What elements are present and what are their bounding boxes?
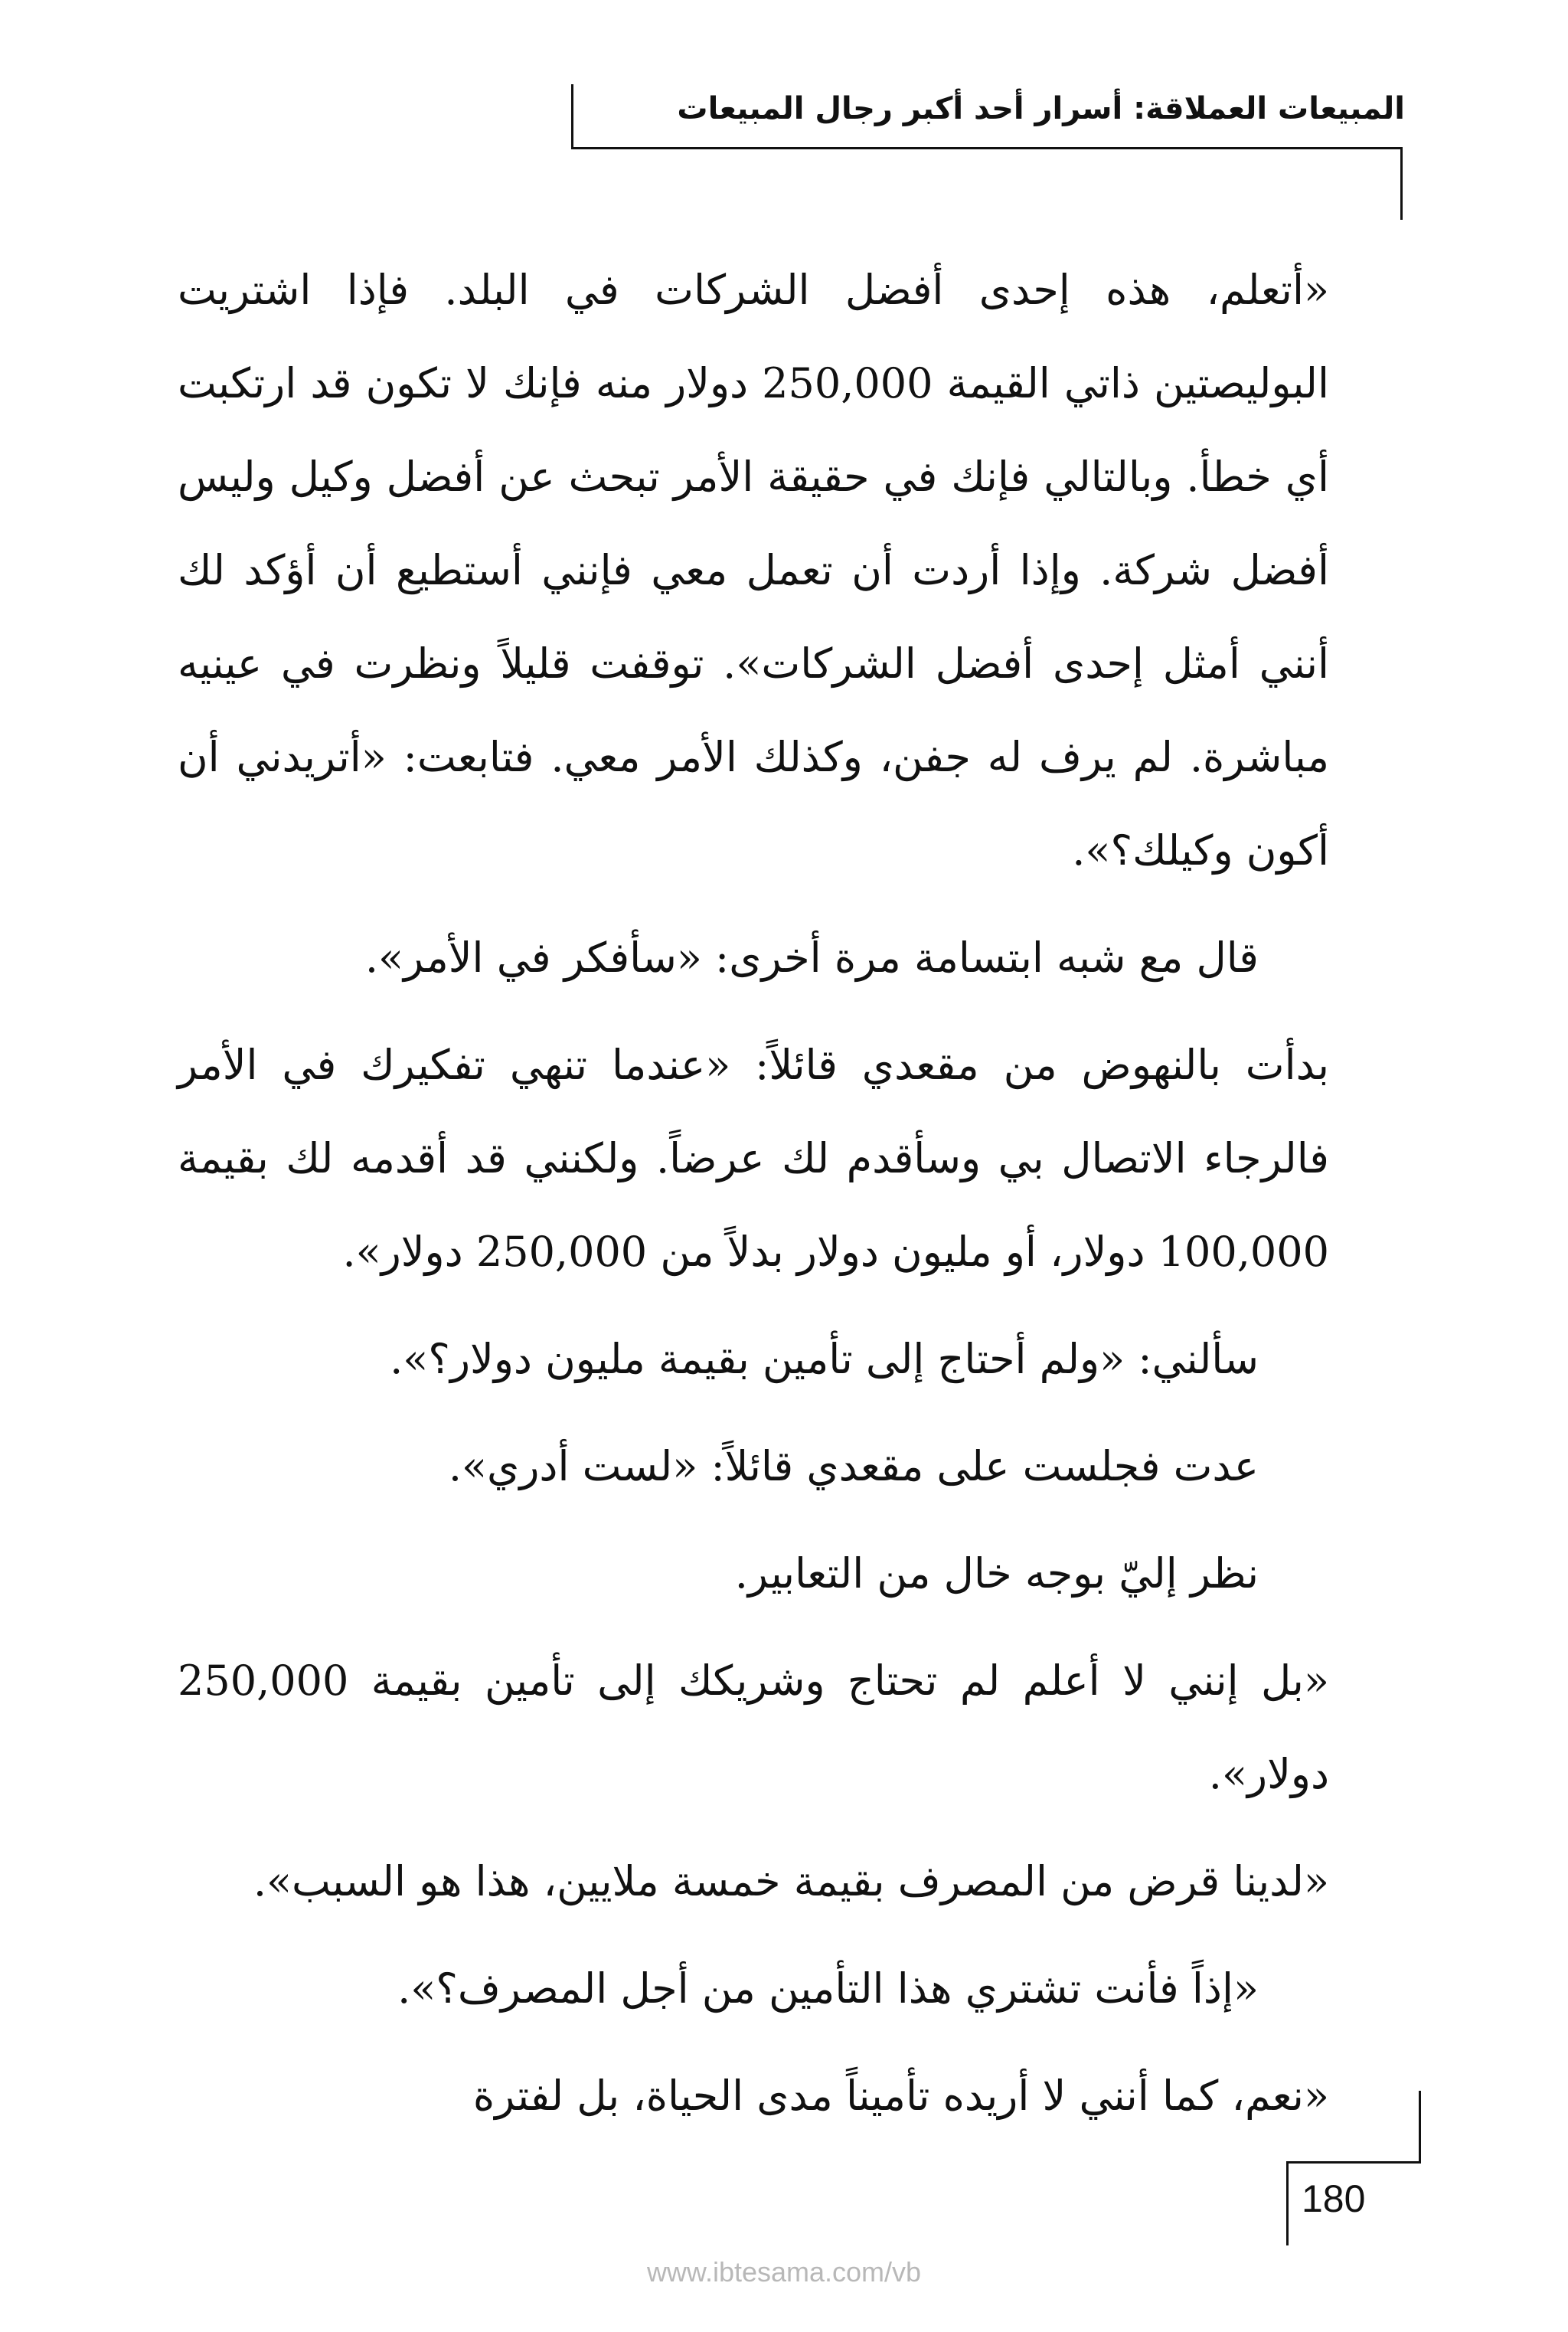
running-header-title: المبيعات العملاقة: أسرار أحد أكبر رجال المبيعات [677,91,1405,126]
paragraph: عدت فجلست على مقعدي قائلاً: «لست أدري». [448,1442,1259,1490]
header-left-rule [571,84,573,149]
paragraph: سألني: «ولم أحتاج إلى تأمين بقيمة مليون دولار؟». [390,1335,1259,1383]
header-bottom-rule [573,147,1400,149]
footer-top-rule [1419,2091,1421,2164]
page-body [178,244,1329,2157]
paragraph: «لدينا قرض من المصرف بقيمة خمسة ملايين، هذا هو السبب». [253,1857,1329,1905]
footer-left-rule [1286,2161,1289,2245]
paragraph: بدأت بالنهوض من مقعدي قائلاً: «عندما تنهي تفكيرك في الأمر فالرجاء الاتصال بي وسأقدم لك عرضاً. ولكنني قد أقدمه لك بقيمة 100,000 دولار، أو مليون دولار بدلاً من 250,000 دولار». [178,1041,1329,1276]
watermark-url: www.ibtesama.com/vb [646,2256,922,2288]
paragraph: «أتعلم، هذه إحدى أفضل الشركات في البلد. فإذا اشتريت البوليصتين ذاتي القيمة 250,000 دولار منه فإنك لا تكون قد ارتكبت أي خطأ. وبالتالي فإنك في حقيقة الأمر تبحث عن أفضل وكيل وليس أفضل شركة. وإذا أردت أن تعمل معي فإنني أستطيع أن أؤكد لك أنني أمثل إحدى أفضل الشركات». توقفت قليلاً ونظرت في عينيه مباشرة. لم يرف له جفن، وكذلك الأمر معي. فتابعت: «أتريدني أن أكون وكيلك؟». [178,266,1329,875]
page-number: 180 [1302,2177,1366,2220]
paragraph: نظر إليّ بوجه خال من التعابير. [734,1549,1259,1598]
footer-horizontal-rule [1286,2161,1421,2164]
paragraph: «إذاً فأنت تشتري هذا التأمين من أجل المصرف؟». [397,1964,1259,2013]
paragraph: قال مع شبه ابتسامة مرة أخرى: «سأفكر في الأمر». [364,934,1259,982]
header-right-rule [1400,147,1403,220]
paragraph: «نعم، كما أنني لا أريده تأميناً مدى الحياة، بل لفترة [472,2072,1329,2120]
paragraph: «بل إنني لا أعلم لم تحتاج وشريكك إلى تأمين بقيمة 250,000 دولار». [178,1657,1329,1798]
